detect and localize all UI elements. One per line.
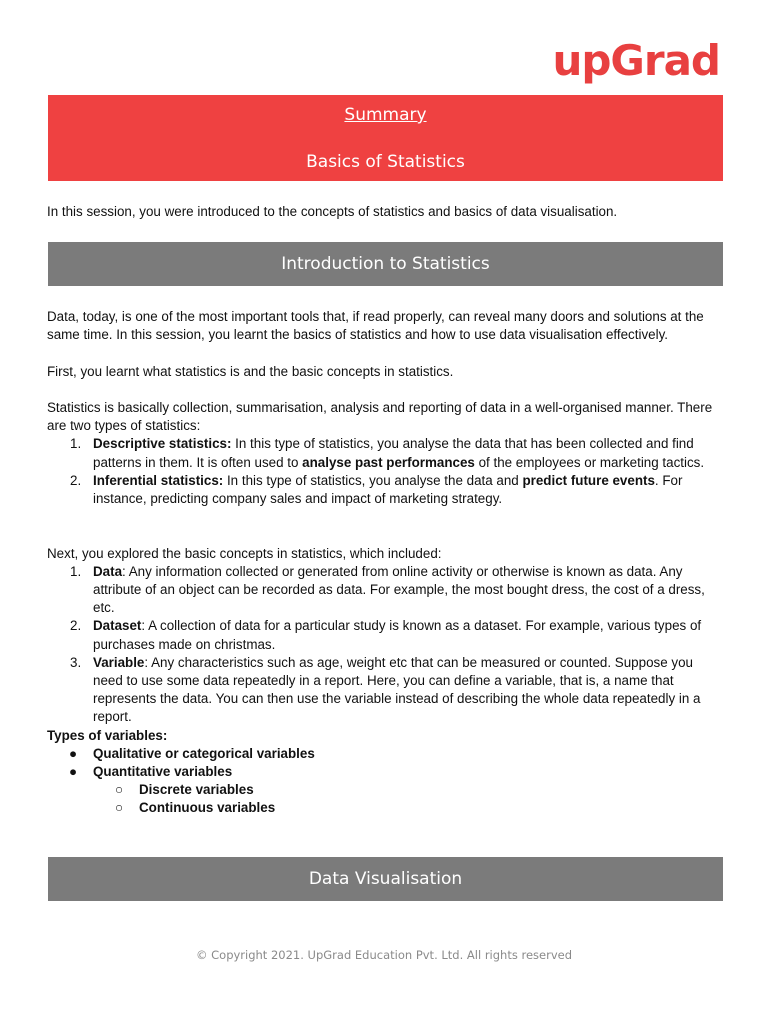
list-item: ● Quantitative variables [47, 763, 722, 781]
list-item: ● Qualitative or categorical variables [47, 745, 722, 763]
statistics-types-list [47, 435, 722, 508]
banner-subtitle: Summary [344, 105, 427, 125]
body-content [47, 308, 722, 818]
upgrad-logo: upGrad [552, 36, 720, 85]
paragraph-data-tools: Data, today, is one of the most important tools that, if read properly, can reveal many doors and solutions at the same time. In this session, you learnt the basics of statistics and how to use data visualisation effectively. [47, 309, 704, 343]
copyright-footer: © Copyright 2021. UpGrad Education Pvt. Ltd. All rights reserved [195, 948, 573, 962]
summary-banner [48, 95, 723, 181]
list-item: 1. Data: Any information collected or generated from online activity or otherwise is known as data. Any attribute of an object can be recorded as data. For example, the most bought dress, the cost of a dress, etc. [70, 563, 705, 616]
paragraph-statistics-definition: Statistics is basically collection, summarisation, analysis and reporting of data in a well-organised manner. There are two types of statistics: [47, 399, 713, 434]
circle-bullet-icon: ○ [115, 782, 124, 798]
list-item: 2. Inferential statistics: In this type of statistics, you analyse the data and predict future events. For instance, predicting company sales and impact of marketing strategy. [70, 472, 683, 506]
variable-types-list [47, 745, 722, 781]
types-of-variables-heading: Types of variables: [47, 727, 168, 743]
list-item: 1. Descriptive statistics: In this type of statistics, you analyse the data that has been collected and find patterns in them. It is often used to analyse past performances of the employees or marketing tactics. [70, 436, 705, 470]
bullet-icon: ● [69, 745, 78, 761]
section-heading-intro-statistics: Introduction to Statistics [48, 242, 723, 286]
banner-title: Basics of Statistics [306, 152, 465, 172]
list-item: ○ Discrete variables [47, 781, 722, 799]
paragraph-first-learnt: First, you learnt what statistics is and the basic concepts in statistics. [47, 363, 454, 379]
circle-bullet-icon: ○ [115, 800, 124, 816]
list-item: ○ Continuous variables [47, 799, 722, 817]
quantitative-subtypes-list [47, 781, 722, 817]
list-item: 3. Variable: Any characteristics such as age, weight etc that can be measured or counted. Suppose you need to use some data repeatedly in a report. Here, you can define a variable, that is, a name that represents the data. You can then use the variable instead of describing the whole data repeatedly in a report. [70, 654, 701, 725]
bullet-icon: ● [69, 764, 78, 780]
intro-text: In this session, you were introduced to the concepts of statistics and basics of data visualisation. [47, 204, 618, 219]
paragraph-basic-concepts: Next, you explored the basic concepts in statistics, which included: [47, 545, 442, 561]
concepts-list [47, 563, 722, 727]
list-item: 2. Dataset: A collection of data for a particular study is known as a dataset. For example, various types of purchases made on christmas. [70, 618, 702, 652]
section-heading-data-visualisation: Data Visualisation [48, 857, 723, 901]
